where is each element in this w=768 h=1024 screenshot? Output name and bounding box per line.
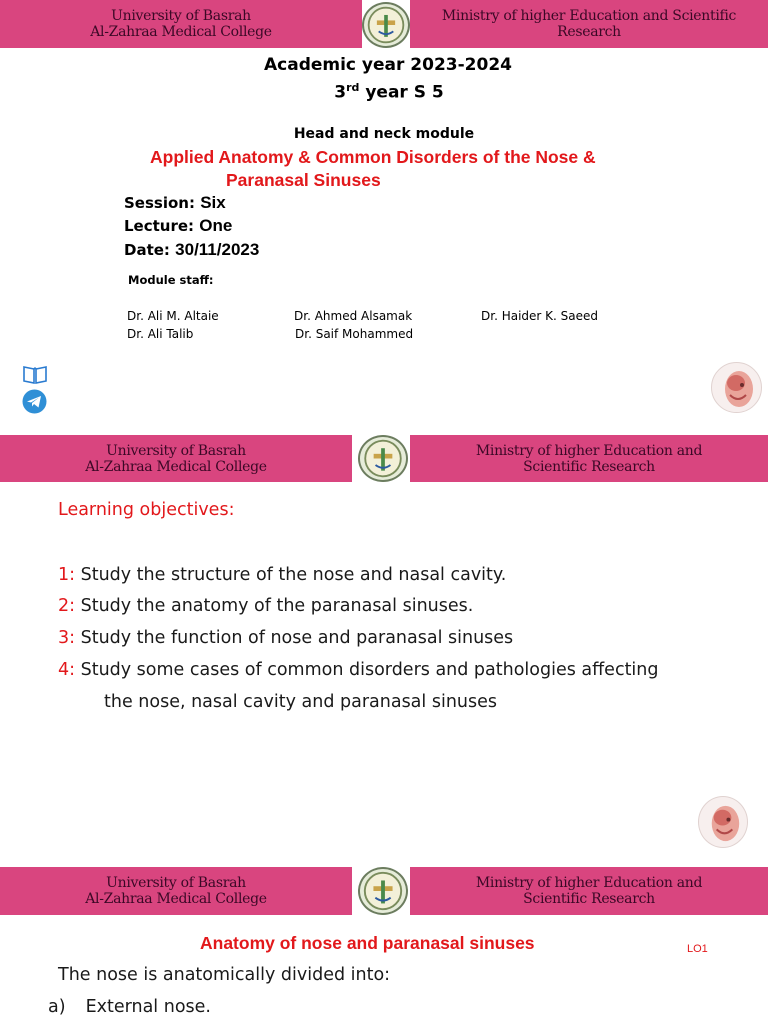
ministry-name-line2: Scientific Research: [523, 458, 655, 475]
college-logo: [362, 2, 410, 48]
header-right-banner: [410, 0, 768, 48]
staff-member: Dr. Ahmed Alsamak: [294, 309, 413, 323]
lecture-row: Lecture: One: [124, 216, 233, 235]
ministry-name-line2: Scientific Research: [523, 891, 655, 907]
staff-member: Dr. Ali Talib: [127, 327, 194, 341]
university-name: University of Basrah: [106, 442, 246, 459]
ministry-name-line1: Ministry of higher Education and: [475, 875, 703, 891]
staff-member: Dr. Ali M. Altaie: [127, 309, 219, 323]
lecture-value: One: [199, 216, 233, 235]
objective-item: 4: Study some cases of common disorders and pathologies affecting: [58, 660, 659, 680]
header-right-banner: [410, 435, 768, 482]
learning-objectives-heading: Learning objectives:: [58, 500, 235, 520]
objective-item: 2: Study the anatomy of the paranasal sinuses.: [58, 596, 474, 616]
objective-item: 3: Study the function of nose and paranasal sinuses: [58, 628, 514, 648]
header-left-banner: [0, 0, 362, 48]
face-anatomy-icon: [698, 796, 748, 848]
date-value: 30/11/2023: [175, 240, 260, 259]
header-left-banner: [0, 435, 352, 482]
lecture-title: Applied Anatomy & Common Disorders of the Nose & Paranasal Sinuses: [150, 147, 596, 190]
college-name: Al-Zahraa Medical College: [90, 24, 272, 40]
module-staff-label: Module staff:: [128, 273, 214, 287]
objective-item-continuation: the nose, nasal cavity and paranasal sinuses: [104, 692, 497, 712]
book-icon[interactable]: [22, 363, 48, 385]
session-row: Session: Six: [124, 193, 226, 212]
learning-objective-tag: LO1: [687, 943, 708, 955]
face-anatomy-icon: [711, 362, 762, 413]
ministry-name: Ministry of higher Education and Scientific Research: [441, 8, 737, 40]
header-left-banner: [0, 867, 352, 915]
college-logo: [358, 435, 408, 482]
header-right-banner: [410, 867, 768, 915]
college-logo: [358, 867, 408, 915]
session-value: Six: [200, 193, 226, 212]
list-item-a: a) External nose.: [48, 997, 211, 1017]
module-name: Head and neck module: [293, 126, 475, 142]
college-name: Al-Zahraa Medical College: [85, 458, 267, 475]
ministry-name-line1: Ministry of higher Education and: [475, 442, 703, 459]
university-name: University of Basrah: [106, 875, 246, 891]
university-name: University of Basrah: [111, 8, 251, 24]
objective-item: 1: Study the structure of the nose and nasal cavity.: [58, 565, 507, 585]
date-row: Date: 30/11/2023: [124, 240, 260, 259]
college-name: Al-Zahraa Medical College: [85, 891, 267, 907]
intro-text: The nose is anatomically divided into:: [58, 965, 391, 985]
section-heading: Anatomy of nose and paranasal sinuses: [200, 933, 535, 953]
year-stage: 3rd year S 5: [334, 81, 444, 103]
staff-member: Dr. Haider K. Saeed: [481, 309, 599, 323]
staff-member: Dr. Saif Mohammed: [295, 327, 414, 341]
academic-year: Academic year 2023-2024: [263, 55, 512, 75]
telegram-icon[interactable]: [22, 389, 47, 414]
